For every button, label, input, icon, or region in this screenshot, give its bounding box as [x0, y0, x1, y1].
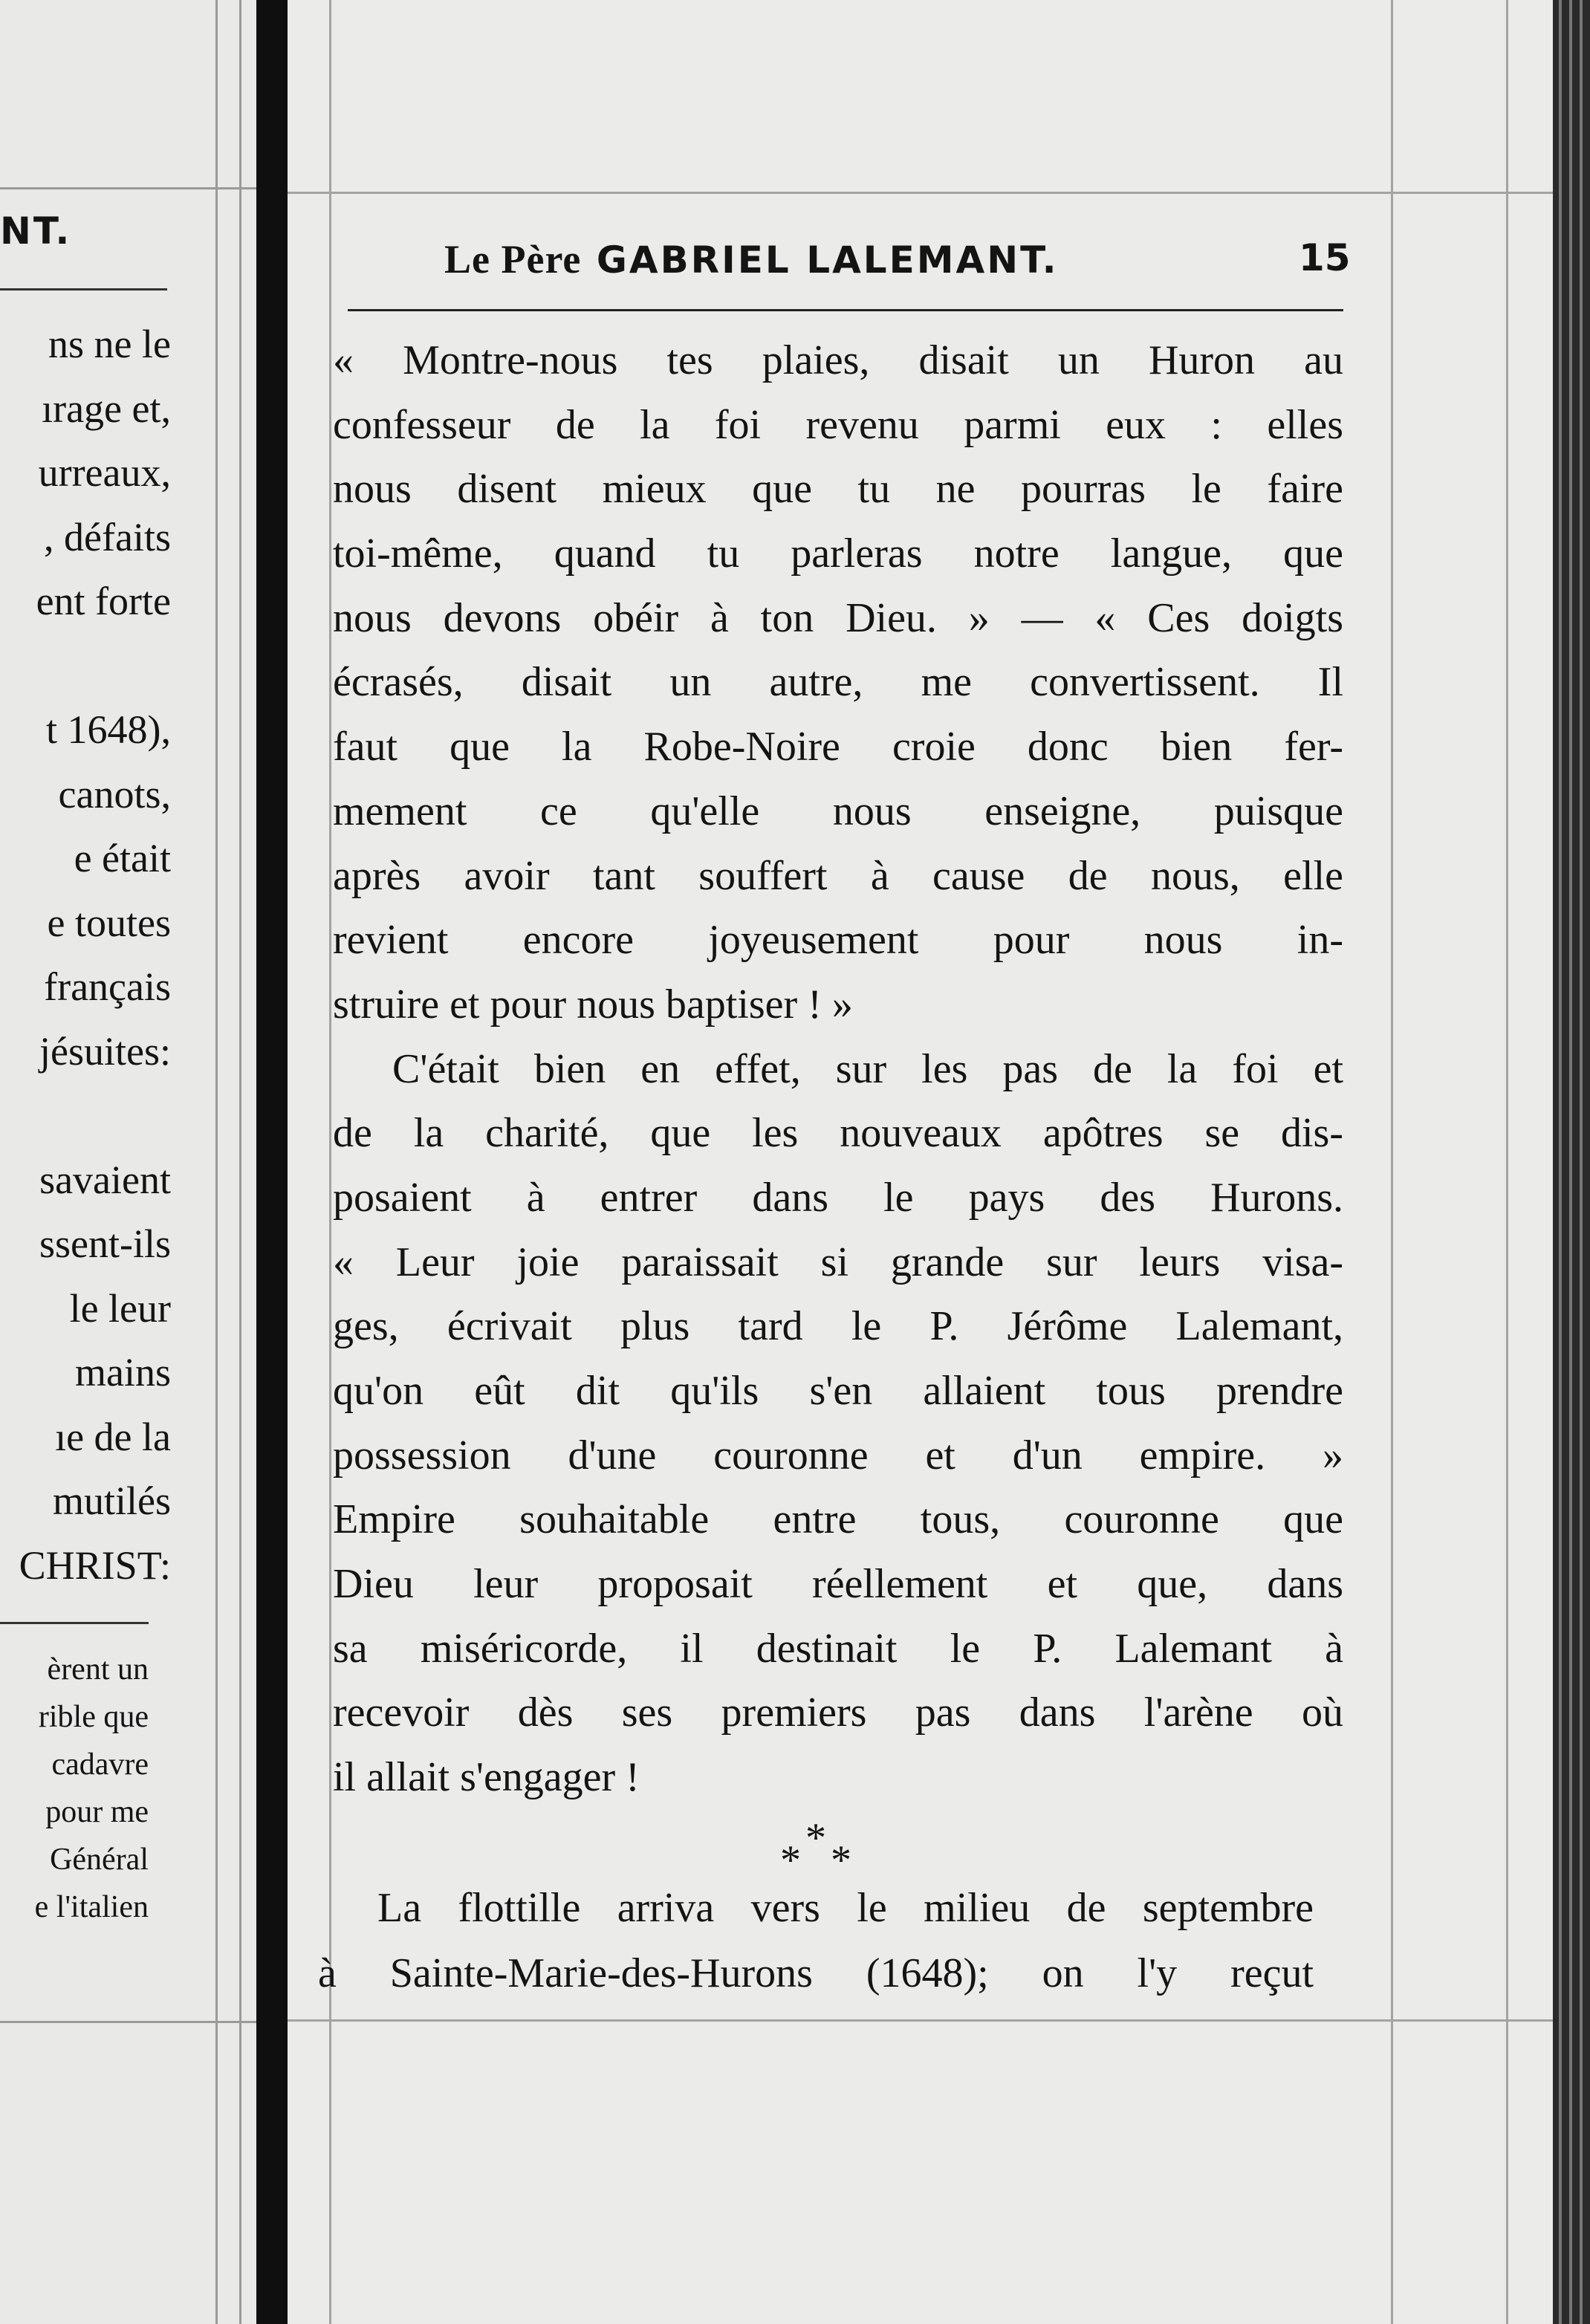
- text-line: e toutes: [47, 900, 171, 945]
- text-line: Empire souhaitable entre tous, couronne que: [333, 1496, 1343, 1543]
- text-line: français: [44, 964, 171, 1009]
- footnote-line: e l'italien: [34, 1890, 149, 1924]
- text-line: qu'on eût dit qu'ils s'en allaient tous prendre: [333, 1368, 1343, 1414]
- text-line: [19, 634, 171, 698]
- footnote-rule: [0, 1622, 149, 1624]
- text-line: t 1648),: [46, 707, 171, 752]
- text-line: ent forte: [36, 579, 171, 623]
- text-line: [19, 1083, 171, 1148]
- text-line: à Sainte-Marie-des-Hurons (1648); on l'y reçut: [318, 1950, 1314, 1996]
- footnote-line: èrent un: [47, 1652, 149, 1687]
- text-line: sa miséricorde, il destinait le P. Lalemant à: [333, 1625, 1343, 1672]
- page-edge-line: [1559, 0, 1562, 2324]
- text-line: , défaits: [44, 514, 171, 559]
- running-head-name: GABRIEL LALEMANT.: [596, 238, 1059, 282]
- text-line: savaient: [39, 1157, 171, 1202]
- page-frame-line: [215, 0, 218, 2324]
- left-head-rule: [0, 288, 167, 290]
- page-edge-line: [1580, 0, 1583, 2324]
- text-line: nous devons obéir à ton Dieu. » — « Ces doigts: [333, 594, 1343, 641]
- text-line: ns ne le: [48, 322, 171, 366]
- text-line: e était: [74, 836, 171, 880]
- head-rule: [348, 309, 1343, 311]
- footnote-line: Général: [50, 1843, 149, 1877]
- page-frame-line: [0, 187, 256, 189]
- text-line: faut que la Robe-Noire croie donc bien fer-: [333, 724, 1343, 770]
- footnote-line: rible que: [38, 1700, 149, 1734]
- text-line: « Montre-nous tes plaies, disait un Huron au: [333, 337, 1343, 383]
- text-line: nous disent mieux que tu ne pourras le faire: [333, 466, 1343, 513]
- text-line: ssent-ils: [39, 1221, 171, 1266]
- page-number: 15: [1299, 236, 1351, 279]
- page-frame-line: [288, 2019, 1553, 2022]
- text-line: Dieu leur proposait réellement et que, dans: [333, 1561, 1343, 1608]
- text-line: C'était bien en effet, sur les pas de la foi et: [392, 1045, 1343, 1092]
- text-line: le leur: [69, 1285, 171, 1331]
- text-line: CHRIST:: [19, 1542, 171, 1588]
- page-frame-line: [1506, 0, 1508, 2324]
- text-line: recevoir dès ses premiers pas dans l'arène où: [333, 1690, 1343, 1736]
- footnote-line: pour me: [45, 1795, 149, 1829]
- text-line: posaient à entrer dans le pays des Hurons.: [333, 1174, 1343, 1221]
- text-line: écrasés, disait un autre, me convertissent. Il: [333, 659, 1343, 706]
- asterism: [773, 1814, 862, 1881]
- text-line: de la charité, que les nouveaux apôtres se dis-: [333, 1110, 1343, 1157]
- body-text: [333, 328, 1343, 1810]
- text-line: ıe de la: [55, 1414, 171, 1459]
- text-line: possession d'une couronne et d'un empire. »: [333, 1432, 1343, 1479]
- book-gutter: [256, 0, 288, 2324]
- asterism-star: *: [831, 1837, 851, 1883]
- text-line: jésuites:: [39, 1028, 171, 1074]
- running-head: [444, 236, 1059, 282]
- left-footnotes: [35, 1646, 149, 1931]
- text-line: revient encore joyeusement pour nous in-: [333, 917, 1343, 964]
- text-line: mutilés: [53, 1479, 171, 1523]
- page-edge: [1553, 0, 1590, 2324]
- text-line: « Leur joie paraissait si grande sur leurs visa-: [333, 1239, 1343, 1285]
- page-frame-line: [239, 0, 241, 2324]
- body-text-continued: [318, 1875, 1314, 2006]
- text-line: il allait s'engager !: [333, 1754, 640, 1801]
- running-head-prefix: Le Père: [444, 237, 582, 282]
- text-line: La flottille arriva vers le milieu de septembre: [377, 1885, 1314, 1931]
- footnote-line: cadavre: [51, 1747, 149, 1782]
- text-line: mement ce qu'elle nous enseigne, puisque: [333, 788, 1343, 834]
- text-line: confesseur de la foi revenu parmi eux : elles: [333, 401, 1343, 448]
- left-facing-page: [0, 0, 256, 2324]
- text-line: ırage et,: [42, 386, 171, 431]
- page-frame-line: [1391, 0, 1393, 2324]
- text-line: struire et pour nous baptiser ! »: [333, 981, 853, 1028]
- asterism-star: *: [805, 1815, 826, 1861]
- text-line: canots,: [58, 771, 171, 817]
- page-frame-line: [0, 2021, 256, 2023]
- text-line: après avoir tant souffert à cause de nous, elle: [333, 852, 1343, 899]
- asterism-star: *: [780, 1837, 801, 1883]
- text-line: ges, écrivait plus tard le P. Jérôme Lalemant,: [333, 1303, 1343, 1350]
- left-running-head: NT.: [0, 210, 72, 253]
- page-edge-line: [1569, 0, 1572, 2324]
- text-line: toi-même, quand tu parleras notre langue, que: [333, 530, 1343, 577]
- left-body-text: [19, 312, 171, 1597]
- text-line: mains: [75, 1350, 171, 1395]
- page-frame-line: [288, 192, 1553, 194]
- text-line: urreaux,: [38, 450, 171, 495]
